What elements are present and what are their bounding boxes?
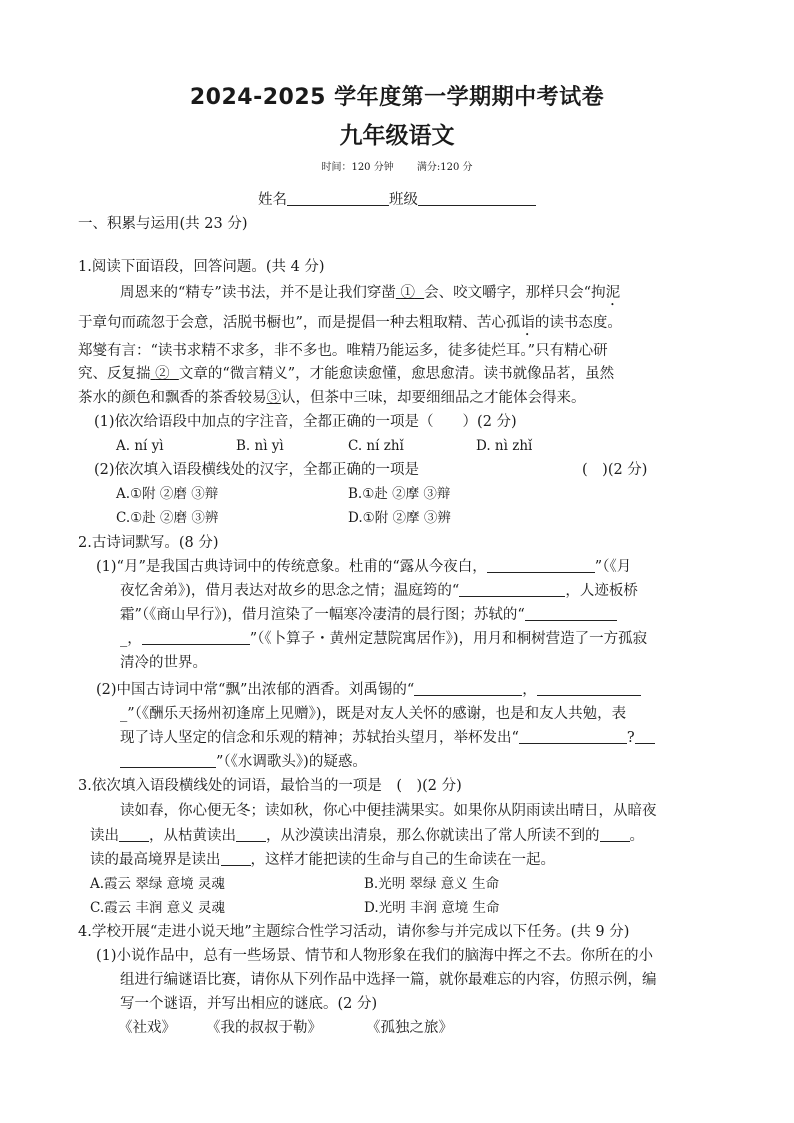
- blank-2: ②: [155, 366, 170, 382]
- class-label: 班级: [389, 192, 418, 208]
- section-heading: 一、积累与运用(共 23 分): [78, 216, 248, 232]
- choice-b[interactable]: B. nì yì: [236, 438, 284, 454]
- book-title: 《孤独之旅》: [366, 1020, 453, 1036]
- exam-title: 2024-2025 学年度第一学期期中考试卷: [189, 85, 605, 110]
- poem-blank[interactable]: [635, 728, 655, 744]
- poem-blank[interactable]: [459, 581, 565, 597]
- q1-subquestion-2: (2)依次填入语段横线处的汉字，全都正确的一项是: [94, 462, 420, 478]
- time-limit: 时间：120 分钟: [321, 162, 394, 173]
- word-blank[interactable]: [221, 850, 251, 866]
- name-field[interactable]: [287, 190, 389, 206]
- poem-blank[interactable]: [120, 752, 216, 768]
- blank-1: ①: [400, 285, 415, 301]
- q3-passage-line: 读的最高境界是读出 ，这样才能把读的生命与自己的生命读在一起。: [90, 852, 555, 868]
- book-title: 《社戏》: [118, 1020, 176, 1036]
- question-3-heading: 3.依次填入语段横线处的词语，最恰当的一项是 ( )(2 分): [78, 778, 462, 794]
- class-field[interactable]: [418, 190, 536, 206]
- q3-passage-line: 读如春，你心便无冬；读如秋，你心中便挂满果实。如果你从阴雨读出晴日，从暗夜: [120, 803, 657, 819]
- choice-a[interactable]: A. ní yì: [116, 438, 164, 454]
- question-1-heading: 1.阅读下面语段，回答问题。(共 4 分): [78, 259, 325, 275]
- q1-passage-line: 于章句而疏忽于会意，活脱书橱也”，而是提倡一种去粗取精、苦心孤诣的读书态度。: [78, 315, 622, 331]
- full-score: 满分:120 分: [416, 162, 473, 173]
- book-title: 《我的叔叔于勒》: [206, 1020, 322, 1036]
- poem-blank[interactable]: [142, 629, 250, 645]
- q2-line: (1)“月”是我国古典诗词中的传统意象。杜甫的“露从今夜白， ”（《月: [96, 559, 632, 575]
- exam-meta: [0, 158, 794, 173]
- question-2-heading: 2.古诗词默写。(8 分): [78, 535, 219, 551]
- poem-blank[interactable]: [414, 680, 522, 696]
- dotted-char: 泥: [605, 285, 621, 301]
- blank-3: ③: [266, 390, 281, 406]
- word-blank[interactable]: [600, 826, 630, 842]
- q1-passage-line: 究、反复揣 ② 文章的“微言精义”，才能愈读愈懂，愈思愈清。读书就像品茗，虽然: [78, 366, 615, 382]
- choice-a[interactable]: A.霞云 翠绿 意境 灵魂: [90, 876, 225, 892]
- choice-c[interactable]: C.霞云 丰润 意义 灵魂: [90, 900, 226, 916]
- q1-subquestion-2-score: ( )(2 分): [582, 462, 648, 478]
- q2-line: _”（《酬乐天扬州初逢席上见赠》)，既是对友人关怀的感谢，也是和友人共勉，表: [120, 706, 627, 722]
- q2-line: _， ”（《卜算子・黄州定慧院寓居作》)，用月和桐树营造了一方孤寂: [120, 631, 648, 647]
- choice-b[interactable]: B.光明 翠绿 意义 生命: [364, 876, 500, 892]
- q4-line: 组进行编谜语比赛，请你从下列作品中选择一篇，就你最难忘的内容，仿照示例，编: [120, 972, 657, 988]
- poem-blank[interactable]: [537, 680, 641, 696]
- q2-line: 夜忆舍弟》)，借月表达对故乡的思念之情；温庭筠的“ ，人迹板桥: [120, 583, 638, 599]
- exam-subtitle: 九年级语文: [339, 123, 455, 149]
- q2-line: (2)中国古诗词中常“飘”出浓郁的酒香。刘禹锡的“ ，: [96, 680, 641, 700]
- q2-line: 霜”（《商山早行》)，借月渲染了一幅寒冷凄清的晨行图；苏轼的“: [120, 605, 617, 625]
- q4-line: 写一个谜语，并写出相应的谜底。(2 分): [120, 996, 378, 1012]
- q2-line: ”（《水调歌头》)的疑惑。: [120, 752, 367, 772]
- word-blank[interactable]: [236, 826, 266, 842]
- choice-d[interactable]: D. nì zhǐ: [476, 438, 533, 454]
- question-4-heading: 4.学校开展“走进小说天地”主题综合性学习活动，请你参与并完成以下任务。(共 9 分): [78, 924, 630, 940]
- poem-blank[interactable]: [525, 605, 617, 621]
- dotted-char: 诣: [520, 315, 535, 331]
- name-class-row: [258, 190, 536, 210]
- choice-d[interactable]: D.光明 丰润 意境 生命: [364, 900, 500, 916]
- choice-a[interactable]: A.①附 ②磨 ③辩: [116, 486, 219, 502]
- choice-c[interactable]: C. ní zhǐ: [348, 438, 404, 454]
- poem-blank[interactable]: [519, 728, 627, 744]
- poem-blank[interactable]: [487, 557, 595, 573]
- q1-passage-line: 周恩来的“精专”读书法，并不是让我们穿凿 ① 会、咬文嚼字，那样只会“拘泥: [120, 285, 621, 301]
- choice-c[interactable]: C.①赴 ②磨 ③辨: [116, 510, 219, 526]
- choice-b[interactable]: B.①赴 ②摩 ③辩: [348, 486, 451, 502]
- choice-d[interactable]: D.①附 ②摩 ③辨: [348, 510, 451, 526]
- q2-line: 清冷的世界。: [120, 655, 207, 671]
- q1-passage-line: 茶水的颜色和飘香的茶香较易③认，但茶中三味，却要细细品之才能体会得来。: [78, 390, 586, 406]
- q3-passage-line: 读出 ，从枯黄读出 ，从沙漠读出清泉，那么你就读出了常人所读不到的 。: [90, 828, 644, 844]
- q2-line: 现了诗人坚定的信念和乐观的精神；苏轼抬头望月，举杯发出“ ?: [120, 728, 655, 748]
- q4-line: (1)小说作品中，总有一些场景、情节和人物形象在我们的脑海中挥之不去。你所在的小: [96, 948, 654, 964]
- name-label: 姓名: [258, 192, 287, 208]
- q1-passage-line: 郑燮有言：“读书求精不求多，非不多也。唯精乃能运多，徒多徒烂耳。”只有精心研: [78, 343, 608, 359]
- word-blank[interactable]: [119, 826, 149, 842]
- q1-subquestion-1: (1)依次给语段中加点的字注音，全都正确的一项是（ ）(2 分): [94, 414, 517, 430]
